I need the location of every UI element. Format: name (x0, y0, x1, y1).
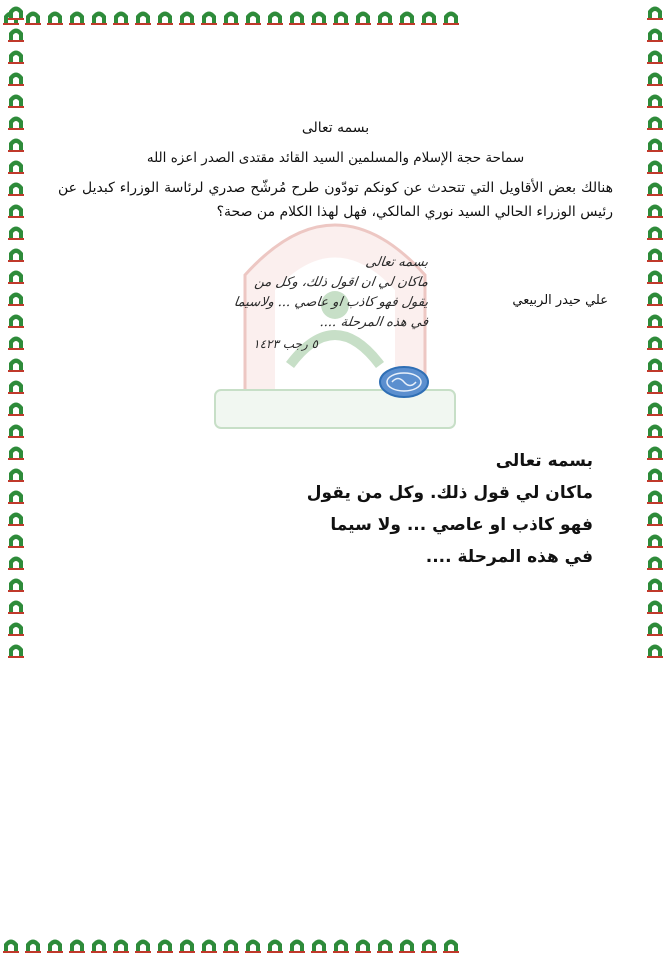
mosque-dome-icon (644, 352, 666, 374)
mosque-dome-icon (5, 242, 27, 264)
mosque-dome-icon (308, 933, 330, 955)
seal-stamp-icon (378, 365, 430, 399)
printed-line: فهو كاذب او عاصي ... ولا سيما (330, 515, 593, 535)
mosque-dome-icon (5, 352, 27, 374)
mosque-dome-icon (644, 44, 666, 66)
mosque-dome-icon (5, 330, 27, 352)
mosque-dome-icon (264, 933, 286, 955)
handwritten-line: بسمه تعالى (364, 255, 430, 270)
mosque-dome-icon (644, 198, 666, 220)
mosque-dome-icon (5, 550, 27, 572)
mosque-dome-icon (644, 396, 666, 418)
signer-name: علي حيدر الربيعي (512, 293, 608, 308)
border-right (639, 0, 671, 960)
mosque-dome-icon (176, 5, 198, 27)
question-paragraph: هنالك بعض الأقاويل التي تتحدث عن كونكم تودّون طرح مُرشّح صدري لرئاسة الوزراء كبديل عن رئيس الوزراء الحالي السيد نوري المالكي، فهل لهذا الكلام من صحة؟ (58, 180, 613, 220)
mosque-dome-icon (5, 440, 27, 462)
handwritten-line: ماكان لي ان اقول ذلك، وكل من (253, 275, 430, 290)
mosque-dome-icon (5, 638, 27, 660)
mosque-dome-icon (5, 506, 27, 528)
mosque-dome-icon (644, 110, 666, 132)
mosque-dome-icon (644, 286, 666, 308)
mosque-dome-icon (644, 484, 666, 506)
mosque-dome-icon (5, 462, 27, 484)
mosque-dome-icon (644, 242, 666, 264)
mosque-dome-icon (440, 5, 462, 27)
mosque-dome-icon (242, 933, 264, 955)
mosque-dome-icon (220, 933, 242, 955)
mosque-dome-icon (644, 550, 666, 572)
mosque-dome-icon (132, 5, 154, 27)
printed-line: ماكان لي قول ذلك. وكل من يقول (306, 483, 593, 503)
mosque-dome-icon (644, 220, 666, 242)
mosque-dome-icon (5, 374, 27, 396)
mosque-dome-icon (644, 0, 666, 22)
printed-line: في هذه المرحلة .... (425, 547, 593, 567)
mosque-dome-icon (5, 616, 27, 638)
mosque-dome-icon (5, 0, 27, 22)
mosque-dome-icon (644, 264, 666, 286)
mosque-dome-icon (644, 88, 666, 110)
mosque-dome-icon (264, 5, 286, 27)
mosque-dome-icon (644, 154, 666, 176)
mosque-dome-icon (5, 44, 27, 66)
mosque-dome-icon (88, 933, 110, 955)
mosque-dome-icon (286, 5, 308, 27)
mosque-dome-icon (374, 933, 396, 955)
mosque-dome-icon (396, 933, 418, 955)
border-top (0, 0, 671, 32)
handwritten-date: ٥ رجب ١٤٢٣ (253, 337, 318, 351)
mosque-dome-icon (5, 22, 27, 44)
mosque-dome-icon (5, 66, 27, 88)
mosque-dome-icon (132, 933, 154, 955)
border-left (0, 0, 32, 960)
mosque-dome-icon (644, 418, 666, 440)
mosque-dome-icon (644, 616, 666, 638)
mosque-dome-icon (5, 88, 27, 110)
mosque-dome-icon (644, 594, 666, 616)
mosque-dome-icon (644, 462, 666, 484)
mosque-dome-icon (644, 132, 666, 154)
mosque-dome-icon (198, 933, 220, 955)
mosque-dome-icon (154, 5, 176, 27)
mosque-dome-icon (176, 933, 198, 955)
mosque-dome-icon (5, 220, 27, 242)
basmala-heading: بسمه تعالى (301, 120, 370, 136)
mosque-dome-icon (5, 176, 27, 198)
mosque-dome-icon (66, 933, 88, 955)
mosque-dome-icon (644, 528, 666, 550)
addressee-line: سماحة حجة الإسلام والمسلمين السيد القائد مقتدى الصدر اعزه الله (146, 150, 525, 166)
mosque-dome-icon (5, 594, 27, 616)
mosque-dome-icon (5, 308, 27, 330)
mosque-dome-icon (220, 5, 242, 27)
mosque-dome-icon (644, 308, 666, 330)
printed-line: بسمه تعالى (495, 451, 593, 471)
mosque-dome-icon (5, 154, 27, 176)
mosque-dome-icon (154, 933, 176, 955)
mosque-dome-icon (644, 440, 666, 462)
printed-answer (73, 445, 593, 573)
mosque-dome-icon (110, 933, 132, 955)
mosque-dome-icon (5, 110, 27, 132)
mosque-dome-icon (5, 132, 27, 154)
mosque-dome-icon (110, 5, 132, 27)
mosque-dome-icon (5, 286, 27, 308)
border-bottom (0, 928, 671, 960)
mosque-dome-icon (5, 264, 27, 286)
mosque-dome-icon (66, 5, 88, 27)
handwritten-line: في هذه المرحلة .... (318, 315, 430, 330)
mosque-dome-icon (330, 5, 352, 27)
mosque-dome-icon (396, 5, 418, 27)
mosque-dome-icon (418, 5, 440, 27)
mosque-dome-icon (352, 5, 374, 27)
mosque-dome-icon (5, 396, 27, 418)
mosque-dome-icon (5, 484, 27, 506)
mosque-dome-icon (308, 5, 330, 27)
mosque-dome-icon (644, 572, 666, 594)
handwritten-line: يقول فهو كاذب او عاصي ... ولاسيما (232, 295, 430, 310)
mosque-dome-icon (644, 176, 666, 198)
letter-body (48, 110, 623, 567)
mosque-dome-icon (644, 330, 666, 352)
mosque-dome-icon (5, 572, 27, 594)
mosque-dome-icon (374, 5, 396, 27)
mosque-dome-icon (5, 198, 27, 220)
mosque-dome-icon (644, 22, 666, 44)
mosque-dome-icon (5, 418, 27, 440)
mosque-dome-icon (242, 5, 264, 27)
mosque-dome-icon (418, 933, 440, 955)
mosque-dome-icon (5, 528, 27, 550)
mosque-dome-icon (440, 933, 462, 955)
mosque-dome-icon (644, 506, 666, 528)
mosque-dome-icon (198, 5, 220, 27)
handwritten-answer (188, 253, 428, 378)
mosque-dome-icon (330, 933, 352, 955)
mosque-dome-icon (352, 933, 374, 955)
mosque-dome-icon (44, 933, 66, 955)
mosque-dome-icon (286, 933, 308, 955)
mosque-dome-icon (644, 66, 666, 88)
mosque-dome-icon (644, 374, 666, 396)
mosque-dome-icon (44, 5, 66, 27)
mosque-dome-icon (88, 5, 110, 27)
mosque-dome-icon (644, 638, 666, 660)
